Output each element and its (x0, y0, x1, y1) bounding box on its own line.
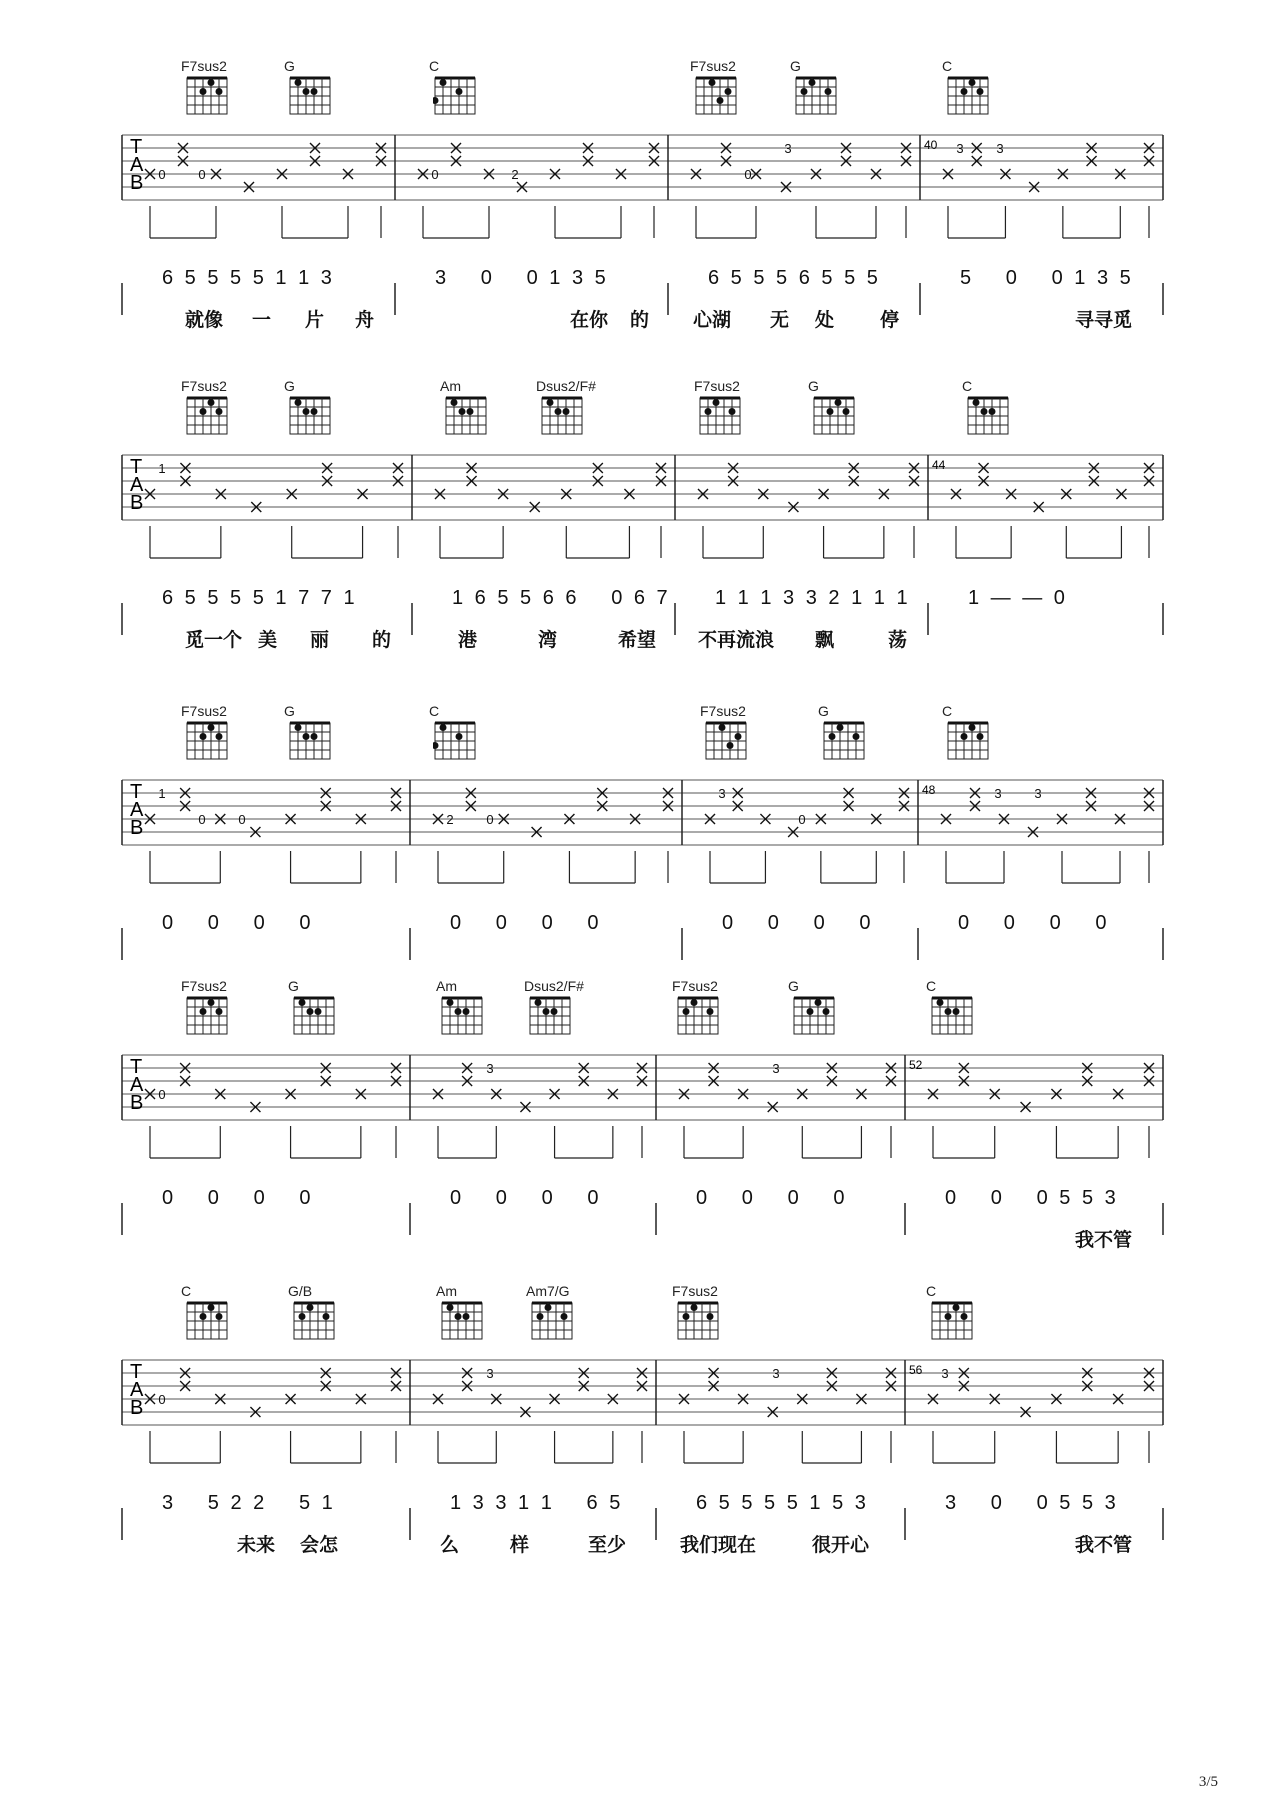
numbered-notation-measure: 1 — — 0 (968, 587, 1065, 609)
chord-name: F7sus2 (690, 58, 736, 74)
fret-number: 3 (718, 786, 726, 801)
numbered-notation-measure: 1 1 1 3 3 2 1 1 1 (715, 587, 908, 609)
fret-number: 3 (772, 1061, 780, 1076)
numbered-notation-measure: 0 0 0 0 (450, 912, 599, 934)
chord-diagram (966, 396, 1016, 440)
fret-number: 3 (994, 786, 1002, 801)
lyric-word: 的 (630, 309, 650, 331)
chord-name: F7sus2 (181, 58, 227, 74)
chord-diagram (694, 76, 744, 120)
chord-name: G (284, 58, 295, 74)
numbered-notation-measure: 1 3 3 1 1 6 5 (450, 1492, 621, 1514)
lyric-word: 港 (458, 629, 478, 651)
chord-name: G (284, 378, 295, 394)
measure-number: 56 (909, 1363, 923, 1377)
fret-number: 2 (511, 167, 519, 182)
fret-number: 3 (772, 1366, 780, 1381)
lyric-word: 片 (305, 309, 325, 331)
chord-name: F7sus2 (672, 1283, 718, 1299)
chord-diagram (812, 396, 862, 440)
lyric-word: 美 (258, 629, 278, 651)
chord-diagram (822, 721, 872, 765)
lyric-word: 我不管 (1075, 1229, 1133, 1251)
lyric-word: 荡 (888, 629, 908, 651)
tab-clef-letter: T (130, 1361, 143, 1383)
chord-diagram (698, 396, 748, 440)
chord-diagram (440, 996, 490, 1040)
tab-staff (0, 445, 1280, 705)
lyric-word: 寻寻觅 (1075, 309, 1133, 331)
lyric-word: 无 (770, 309, 790, 331)
lyric-word: 就像 (185, 309, 224, 331)
chord-name: Am (440, 378, 461, 394)
chord-name: G (284, 703, 295, 719)
numbered-notation-measure: 6 5 5 5 5 1 5 3 (696, 1492, 866, 1514)
chord-name: F7sus2 (694, 378, 740, 394)
fret-number: 3 (941, 1366, 949, 1381)
tab-clef-letter: A (130, 799, 144, 821)
chord-name: G (808, 378, 819, 394)
lyric-word: 我们现在 (680, 1534, 757, 1556)
chord-diagram (930, 996, 980, 1040)
chord-name: F7sus2 (181, 978, 227, 994)
tab-clef-letter: B (130, 817, 144, 839)
numbered-notation-measure: 0 0 0 0 (450, 1187, 599, 1209)
fret-number: 0 (158, 167, 166, 182)
lyric-word: 觅一个 (185, 629, 243, 651)
chord-diagram (185, 76, 235, 120)
chord-name: Am (436, 1283, 457, 1299)
tab-clef-letter: B (130, 1397, 144, 1419)
fret-number: 0 (798, 812, 806, 827)
chord-diagram (946, 76, 996, 120)
chord-diagram (528, 996, 578, 1040)
numbered-notation-measure: 5 0 0 1 3 5 (960, 267, 1131, 289)
chord-name: Am7/G (526, 1283, 570, 1299)
chord-name: F7sus2 (672, 978, 718, 994)
numbered-notation-measure: 0 0 0 0 (722, 912, 871, 934)
fret-number: 3 (784, 141, 792, 156)
tab-clef-letter: B (130, 1092, 144, 1114)
numbered-notation-measure: 3 0 0 5 5 3 (945, 1492, 1116, 1514)
fret-number: 3 (1034, 786, 1042, 801)
fret-number: 3 (996, 141, 1004, 156)
numbered-notation-measure: 3 0 0 1 3 5 (435, 267, 606, 289)
fret-number: 0 (158, 1087, 166, 1102)
chord-diagram (946, 721, 996, 765)
fret-number: 3 (486, 1366, 494, 1381)
fret-number: 0 (198, 167, 206, 182)
fret-number: 1 (158, 786, 166, 801)
chord-name: C (962, 378, 973, 394)
numbered-notation-measure: 3 5 2 2 5 1 (162, 1492, 333, 1514)
chord-diagram (444, 396, 494, 440)
chord-diagram (288, 721, 338, 765)
chord-name: G (790, 58, 801, 74)
chord-diagram (185, 996, 235, 1040)
lyric-word: 未来 (237, 1534, 276, 1556)
chord-diagram (792, 996, 842, 1040)
numbered-notation-measure: 6 5 5 5 6 5 5 5 (708, 267, 878, 289)
lyric-word: 一 (252, 309, 272, 331)
fret-number: 1 (158, 461, 166, 476)
tab-clef-letter: T (130, 136, 143, 158)
tab-clef-letter: B (130, 492, 144, 514)
chord-name: C (942, 703, 953, 719)
tab-clef-letter: T (130, 456, 143, 478)
lyric-word: 希望 (618, 629, 657, 651)
fret-number: 0 (486, 812, 494, 827)
lyric-word: 的 (372, 629, 392, 651)
chord-name: G (818, 703, 829, 719)
chord-name: F7sus2 (181, 703, 227, 719)
lyric-word: 停 (880, 309, 900, 331)
tab-staff (0, 1350, 1280, 1610)
lyric-word: 不再流浪 (698, 629, 775, 651)
chord-name: G (788, 978, 799, 994)
chord-name: F7sus2 (700, 703, 746, 719)
chord-name: F7sus2 (181, 378, 227, 394)
numbered-notation-measure: 0 0 0 5 5 3 (945, 1187, 1116, 1209)
fret-number: 0 (158, 1392, 166, 1407)
lyric-word: 舟 (355, 309, 375, 331)
lyric-word: 么 (440, 1534, 460, 1556)
chord-diagram (288, 76, 338, 120)
chord-name: Dsus2/F# (524, 978, 584, 994)
lyric-word: 很开心 (812, 1534, 870, 1556)
chord-diagram (440, 1301, 490, 1345)
numbered-notation-measure: 0 0 0 0 (958, 912, 1107, 934)
chord-diagram (676, 996, 726, 1040)
chord-diagram (185, 721, 235, 765)
chord-diagram (288, 396, 338, 440)
chord-diagram (433, 76, 483, 120)
lyric-word: 丽 (310, 629, 330, 651)
chord-diagram (292, 1301, 342, 1345)
chord-diagram (676, 1301, 726, 1345)
chord-name: Am (436, 978, 457, 994)
chord-name: G (288, 978, 299, 994)
lyric-word: 我不管 (1075, 1534, 1133, 1556)
tab-clef-letter: A (130, 154, 144, 176)
measure-number: 52 (909, 1058, 923, 1072)
numbered-notation-measure: 6 5 5 5 5 1 7 7 1 (162, 587, 355, 609)
chord-diagram (292, 996, 342, 1040)
page-number: 3/5 (1198, 1774, 1218, 1790)
chord-diagram (530, 1301, 580, 1345)
fret-number: 2 (446, 812, 454, 827)
lyric-word: 处 (815, 309, 835, 331)
chord-diagram (794, 76, 844, 120)
lyric-word: 会怎 (300, 1534, 339, 1556)
numbered-notation-measure: 0 0 0 0 (162, 1187, 311, 1209)
lyric-word: 飘 (815, 629, 835, 651)
numbered-notation-measure: 1 6 5 5 6 6 0 6 7 (452, 587, 668, 609)
measure-number: 48 (922, 783, 936, 797)
tab-clef-letter: A (130, 1379, 144, 1401)
measure-number: 44 (932, 458, 946, 472)
chord-diagram (185, 396, 235, 440)
fret-number: 0 (238, 812, 246, 827)
chord-name: C (429, 58, 440, 74)
lyric-word: 样 (510, 1534, 530, 1556)
tab-clef-letter: A (130, 1074, 144, 1096)
lyric-word: 至少 (588, 1534, 627, 1556)
numbered-notation-measure: 0 0 0 0 (162, 912, 311, 934)
fret-number: 3 (486, 1061, 494, 1076)
chord-name: C (926, 1283, 937, 1299)
fret-number: 0 (744, 167, 752, 182)
lyric-word: 在你 (570, 309, 609, 331)
chord-name: G/B (288, 1283, 313, 1299)
fret-number: 0 (431, 167, 439, 182)
chord-name: C (942, 58, 953, 74)
measure-number: 40 (924, 138, 938, 152)
chord-name: C (429, 703, 440, 719)
chord-name: C (181, 1283, 192, 1299)
lyric-word: 心湖 (693, 309, 732, 331)
chord-name: Dsus2/F# (536, 378, 596, 394)
fret-number: 3 (956, 141, 964, 156)
numbered-notation-measure: 0 0 0 0 (696, 1187, 845, 1209)
chord-diagram (433, 721, 483, 765)
tab-clef-letter: T (130, 781, 143, 803)
chord-diagram (930, 1301, 980, 1345)
tab-clef-letter: B (130, 172, 144, 194)
tab-clef-letter: A (130, 474, 144, 496)
chord-diagram (185, 1301, 235, 1345)
chord-diagram (704, 721, 754, 765)
tab-clef-letter: T (130, 1056, 143, 1078)
chord-diagram (540, 396, 590, 440)
lyric-word: 湾 (538, 629, 558, 651)
fret-number: 0 (198, 812, 206, 827)
tab-staff (0, 1045, 1280, 1305)
chord-name: C (926, 978, 937, 994)
tab-staff (0, 125, 1280, 385)
numbered-notation-measure: 6 5 5 5 5 1 1 3 (162, 267, 332, 289)
